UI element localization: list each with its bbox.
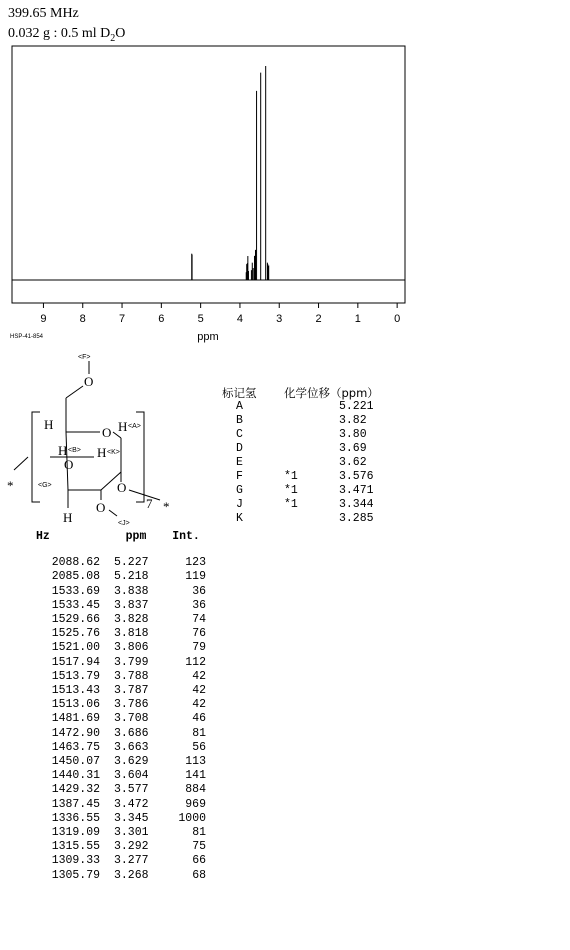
peak-int: 123 xyxy=(185,556,206,570)
assignment-note xyxy=(284,400,339,414)
label-k: <K> xyxy=(107,449,120,456)
peak-int: 112 xyxy=(185,655,206,669)
peak-int: 46 xyxy=(192,712,206,726)
peak-ppm: 3.818 xyxy=(114,627,149,641)
assignment-shift: 3.285 xyxy=(339,512,374,525)
peak-hz: 1463.75 xyxy=(51,740,100,754)
assignment-shift: 3.80 xyxy=(339,428,367,441)
assignment-label: A xyxy=(236,400,243,413)
assignment-shift: 3.69 xyxy=(339,442,367,455)
atom-h-bottom: H xyxy=(63,510,73,525)
peak-ppm: 3.292 xyxy=(114,840,149,854)
assignment-row xyxy=(222,498,399,512)
peak-row xyxy=(20,641,206,655)
peak-row xyxy=(20,783,206,797)
peak-row xyxy=(20,556,206,570)
peak-int: 68 xyxy=(192,868,206,882)
peak-ppm: 3.301 xyxy=(114,826,149,840)
peak-hz: 1315.55 xyxy=(51,840,100,854)
peak-row xyxy=(20,613,206,627)
peak-int: 81 xyxy=(192,826,206,840)
assignment-label: E xyxy=(236,456,243,469)
peak-ppm: 5.218 xyxy=(114,570,149,584)
peak-hz: 1450.07 xyxy=(51,755,100,769)
label-g: <G> xyxy=(38,482,52,489)
assignment-row xyxy=(222,470,399,484)
tick-label-0: 0 xyxy=(394,313,401,325)
assignment-label: B xyxy=(236,414,243,427)
assignment-label: K xyxy=(236,512,243,525)
assignment-shift: 3.62 xyxy=(339,456,367,469)
assignment-header xyxy=(222,386,399,400)
header-shift: 化学位移（ppm） xyxy=(284,386,379,400)
peak-row xyxy=(20,599,206,613)
col-ppm: ppm xyxy=(125,530,147,543)
peak-ppm: 5.227 xyxy=(114,556,149,570)
peak-row xyxy=(20,727,206,741)
peak-int: 1000 xyxy=(178,811,206,825)
sample-tail: O xyxy=(115,26,126,41)
tick-label-4: 4 xyxy=(236,313,244,325)
peak-int: 75 xyxy=(192,840,206,854)
atom-o-link: O xyxy=(117,480,127,495)
peak-hz: 1533.45 xyxy=(51,598,100,612)
peak-hz: 1481.69 xyxy=(51,712,100,726)
peak-hz: 1521.00 xyxy=(51,641,100,655)
tick-label-3: 3 xyxy=(276,313,283,325)
spectrum-code: HSP-41-854 xyxy=(10,334,44,340)
nmr-spectrum-chart xyxy=(0,40,570,345)
peak-int: 76 xyxy=(192,627,206,641)
assignment-label: C xyxy=(236,428,243,441)
assignment-note xyxy=(284,442,339,456)
assignment-label: D xyxy=(236,442,243,455)
assignment-row xyxy=(222,414,399,428)
peak-row xyxy=(20,684,206,698)
assignment-note: *1 xyxy=(284,484,298,497)
peak-row xyxy=(20,585,206,599)
assignment-table xyxy=(222,386,399,526)
peak-hz: 1513.06 xyxy=(51,698,100,712)
peak-table xyxy=(20,530,206,883)
assignment-shift: 3.344 xyxy=(339,498,374,511)
col-int: Int. xyxy=(172,530,200,543)
peak-int: 42 xyxy=(192,669,206,683)
peak-row xyxy=(20,798,206,812)
peak-ppm: 3.837 xyxy=(114,598,149,612)
repeat-count: 7 xyxy=(146,496,153,511)
peak-hz: 2085.08 xyxy=(51,570,100,584)
atom-o-g: O xyxy=(64,457,74,472)
peak-row xyxy=(20,840,206,854)
peak-hz: 1533.69 xyxy=(51,584,100,598)
peak-ppm: 3.708 xyxy=(114,712,149,726)
peak-hz: 2088.62 xyxy=(51,556,100,570)
peak-ppm: 3.799 xyxy=(114,655,149,669)
assignment-note xyxy=(284,456,339,470)
label-j: <J> xyxy=(118,520,130,527)
peak-hz: 1336.55 xyxy=(51,811,100,825)
atom-h-a: H xyxy=(118,419,128,434)
header-label: 标记氢 xyxy=(222,386,257,400)
bond-j xyxy=(109,510,117,516)
peak-int: 42 xyxy=(192,684,206,698)
col-hz: Hz xyxy=(36,530,50,543)
assignment-shift: 5.221 xyxy=(339,400,374,413)
tick-label-5: 5 xyxy=(197,313,204,325)
assignment-note: *1 xyxy=(284,470,298,483)
peak-row xyxy=(20,812,206,826)
sample-text: 0.032 g : 0.5 ml D xyxy=(8,26,111,41)
peak-ppm: 3.686 xyxy=(114,726,149,740)
peak-int: 141 xyxy=(185,769,206,783)
peak-int: 969 xyxy=(185,797,206,811)
bond-star xyxy=(14,457,28,470)
peak-row xyxy=(20,670,206,684)
tick-label-1: 1 xyxy=(354,313,361,325)
peak-ppm: 3.345 xyxy=(114,811,149,825)
assignment-shift: 3.82 xyxy=(339,414,367,427)
peak-ppm: 3.788 xyxy=(114,669,149,683)
spectrometer-frequency: 399.65 MHz xyxy=(8,6,79,21)
assignment-shift: 3.471 xyxy=(339,484,374,497)
peak-row xyxy=(20,826,206,840)
peak-hz: 1513.79 xyxy=(51,669,100,683)
atom-o-ring: O xyxy=(102,425,112,440)
peak-row xyxy=(20,570,206,584)
atom-o-j: O xyxy=(96,500,106,515)
peak-int: 113 xyxy=(185,755,206,769)
peak-ppm: 3.806 xyxy=(114,641,149,655)
peak-row xyxy=(20,656,206,670)
structure-diagram xyxy=(0,340,210,530)
peak-table-header xyxy=(20,530,206,556)
assignment-row xyxy=(222,484,399,498)
assignment-note xyxy=(284,414,339,428)
assignment-shift: 3.576 xyxy=(339,470,374,483)
peak-ppm: 3.663 xyxy=(114,740,149,754)
peak-lines xyxy=(192,66,269,280)
peak-ppm: 3.787 xyxy=(114,684,149,698)
peak-hz: 1309.33 xyxy=(51,854,100,868)
peak-hz: 1525.76 xyxy=(51,627,100,641)
polymer-star-left: * xyxy=(7,478,14,493)
peak-int: 884 xyxy=(185,783,206,797)
peak-int: 42 xyxy=(192,698,206,712)
peak-row xyxy=(20,741,206,755)
sample-subscript: 2 xyxy=(110,32,116,44)
peak-int: 119 xyxy=(185,570,206,584)
peak-int: 36 xyxy=(192,584,206,598)
tick-label-8: 8 xyxy=(79,313,86,325)
peak-ppm: 3.828 xyxy=(114,613,149,627)
peak-int: 66 xyxy=(192,854,206,868)
assignment-label: G xyxy=(236,484,243,497)
peak-row xyxy=(20,712,206,726)
polymer-star-right: * xyxy=(163,499,170,514)
x-axis-ticks xyxy=(40,303,400,325)
peak-ppm: 3.838 xyxy=(114,584,149,598)
atom-h1: H xyxy=(44,417,54,432)
assignment-row xyxy=(222,442,399,456)
atom-o-f: O xyxy=(84,374,94,389)
peak-row xyxy=(20,769,206,783)
bond-c6 xyxy=(66,386,83,398)
atom-h-k: H xyxy=(97,445,107,460)
peak-int: 56 xyxy=(192,740,206,754)
peak-row xyxy=(20,854,206,868)
plot-frame xyxy=(12,46,405,303)
assignment-row xyxy=(222,428,399,442)
peak-hz: 1429.32 xyxy=(51,783,100,797)
peak-rows xyxy=(20,556,206,883)
tick-label-2: 2 xyxy=(315,313,322,325)
assignment-label: F xyxy=(236,470,243,483)
peak-hz: 1513.43 xyxy=(51,684,100,698)
peak-int: 79 xyxy=(192,641,206,655)
peak-hz: 1319.09 xyxy=(51,826,100,840)
peak-hz: 1305.79 xyxy=(51,868,100,882)
peak-ppm: 3.277 xyxy=(114,854,149,868)
label-a: <A> xyxy=(128,423,141,430)
peak-hz: 1440.31 xyxy=(51,769,100,783)
peak-ppm: 3.629 xyxy=(114,755,149,769)
peak-row xyxy=(20,698,206,712)
assignment-note: *1 xyxy=(284,498,298,511)
peak-ppm: 3.604 xyxy=(114,769,149,783)
peak-ppm: 3.268 xyxy=(114,868,149,882)
peak-ppm: 3.577 xyxy=(114,783,149,797)
assignment-rows xyxy=(222,400,399,526)
label-f: <F> xyxy=(78,354,91,361)
peak-row xyxy=(20,755,206,769)
peak-hz: 1387.45 xyxy=(51,797,100,811)
assignment-row xyxy=(222,456,399,470)
assignment-note xyxy=(284,428,339,442)
tick-label-6: 6 xyxy=(158,313,165,325)
assignment-row xyxy=(222,512,399,526)
peak-int: 81 xyxy=(192,726,206,740)
assignment-row xyxy=(222,400,399,414)
assignment-note xyxy=(284,512,339,526)
peak-row xyxy=(20,627,206,641)
peak-hz: 1529.66 xyxy=(51,613,100,627)
peak-row xyxy=(20,869,206,883)
atom-h-b: H xyxy=(58,443,68,458)
assignment-label: J xyxy=(236,498,243,511)
x-axis-label: ppm xyxy=(197,331,219,343)
tick-label-7: 7 xyxy=(118,313,126,325)
peak-hz: 1517.94 xyxy=(51,655,100,669)
peak-ppm: 3.786 xyxy=(114,698,149,712)
peak-int: 36 xyxy=(192,598,206,612)
label-b: <B> xyxy=(68,447,81,454)
peak-ppm: 3.472 xyxy=(114,797,149,811)
peak-hz: 1472.90 xyxy=(51,726,100,740)
peak-int: 74 xyxy=(192,613,206,627)
tick-label-9: 9 xyxy=(40,313,47,325)
